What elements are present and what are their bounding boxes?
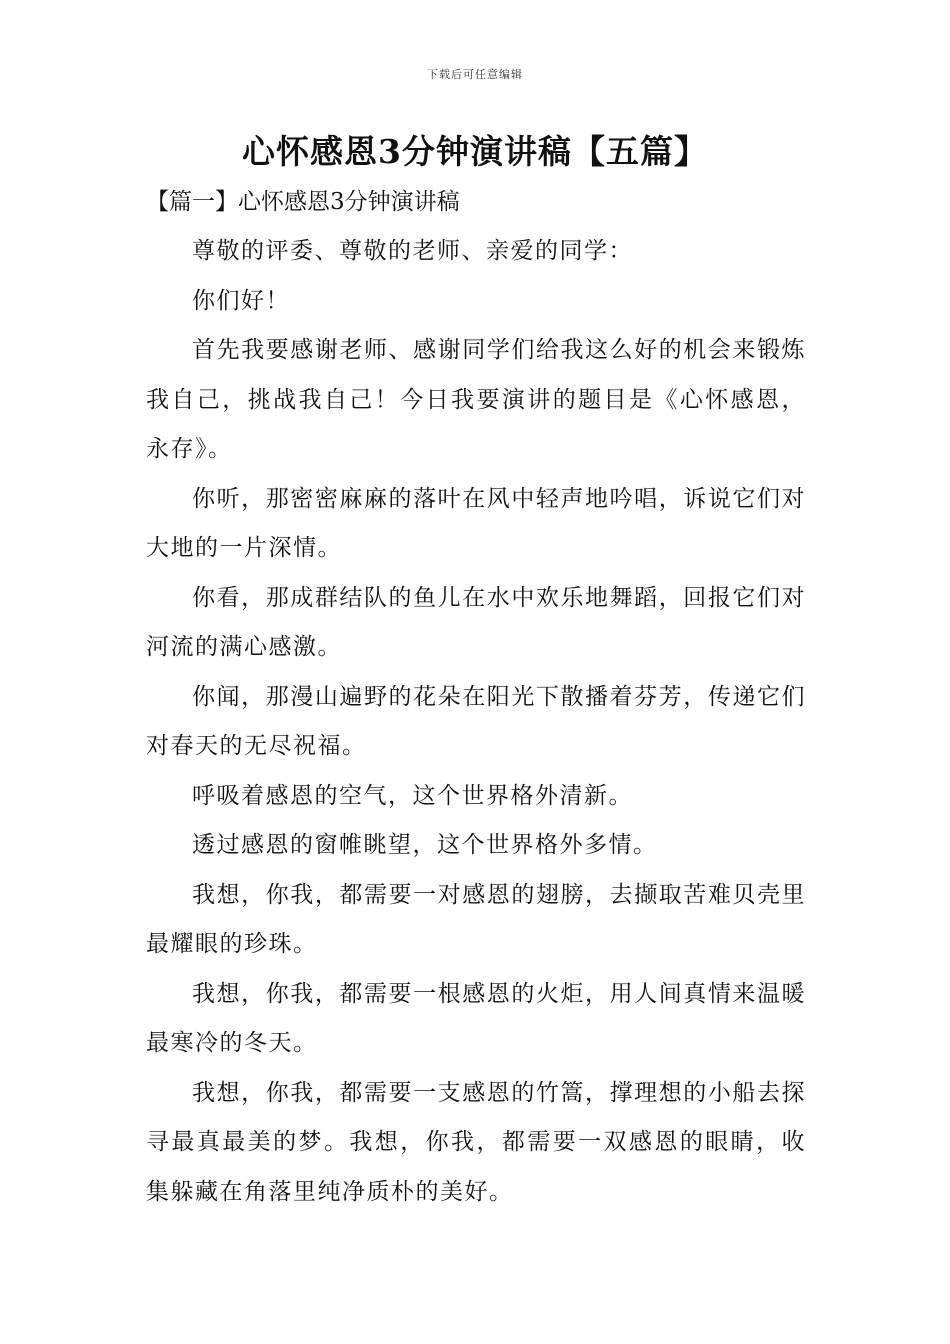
- header-note: 下载后可任意编辑: [427, 68, 523, 81]
- paragraph: 尊敬的评委、尊敬的老师、亲爱的同学：: [192, 238, 633, 264]
- paragraph: 我想，你我，都需要一根感恩的火炬，用人间真情来温暖最寒冷的冬天。: [146, 980, 806, 1056]
- section-heading: 【篇一】心怀感恩3分钟演讲稿: [146, 189, 460, 215]
- paragraph: 你们好！: [192, 287, 290, 314]
- paragraph: 你听，那密密麻麻的落叶在风中轻声地吟唱，诉说它们对大地的一片深情。: [146, 485, 806, 561]
- paragraph: 你闻，那漫山遍野的花朵在阳光下散播着芬芳，传递它们对春天的无尽祝福。: [146, 683, 806, 759]
- paragraph: 呼吸着感恩的空气，这个世界格外清新。: [192, 782, 633, 809]
- paragraph: 透过感恩的窗帷眺望，这个世界格外多情。: [192, 832, 658, 858]
- paragraph: 首先我要感谢老师、感谢同学们给我这么好的机会来锻炼我自己，挑战我自己！今日我要演讲的题目是《心怀感恩，永存》。: [146, 337, 806, 462]
- paragraph: 我想，你我，都需要一支感恩的竹篙，撑理想的小船去探寻最真最美的梦。我想，你我，都需要一双感恩的眼睛，收集躲藏在角落里纯净质朴的美好。: [146, 1079, 806, 1205]
- body-text: [146, 227, 806, 1217]
- paragraph: 你看，那成群结队的鱼儿在水中欢乐地舞蹈，回报它们对河流的满心感激。: [146, 584, 806, 660]
- document-title: 心怀感恩3分钟演讲稿【五篇】: [242, 132, 708, 171]
- paragraph: 我想，你我，都需要一对感恩的翅膀，去撷取苦难贝壳里最耀眼的珍珠。: [146, 881, 806, 957]
